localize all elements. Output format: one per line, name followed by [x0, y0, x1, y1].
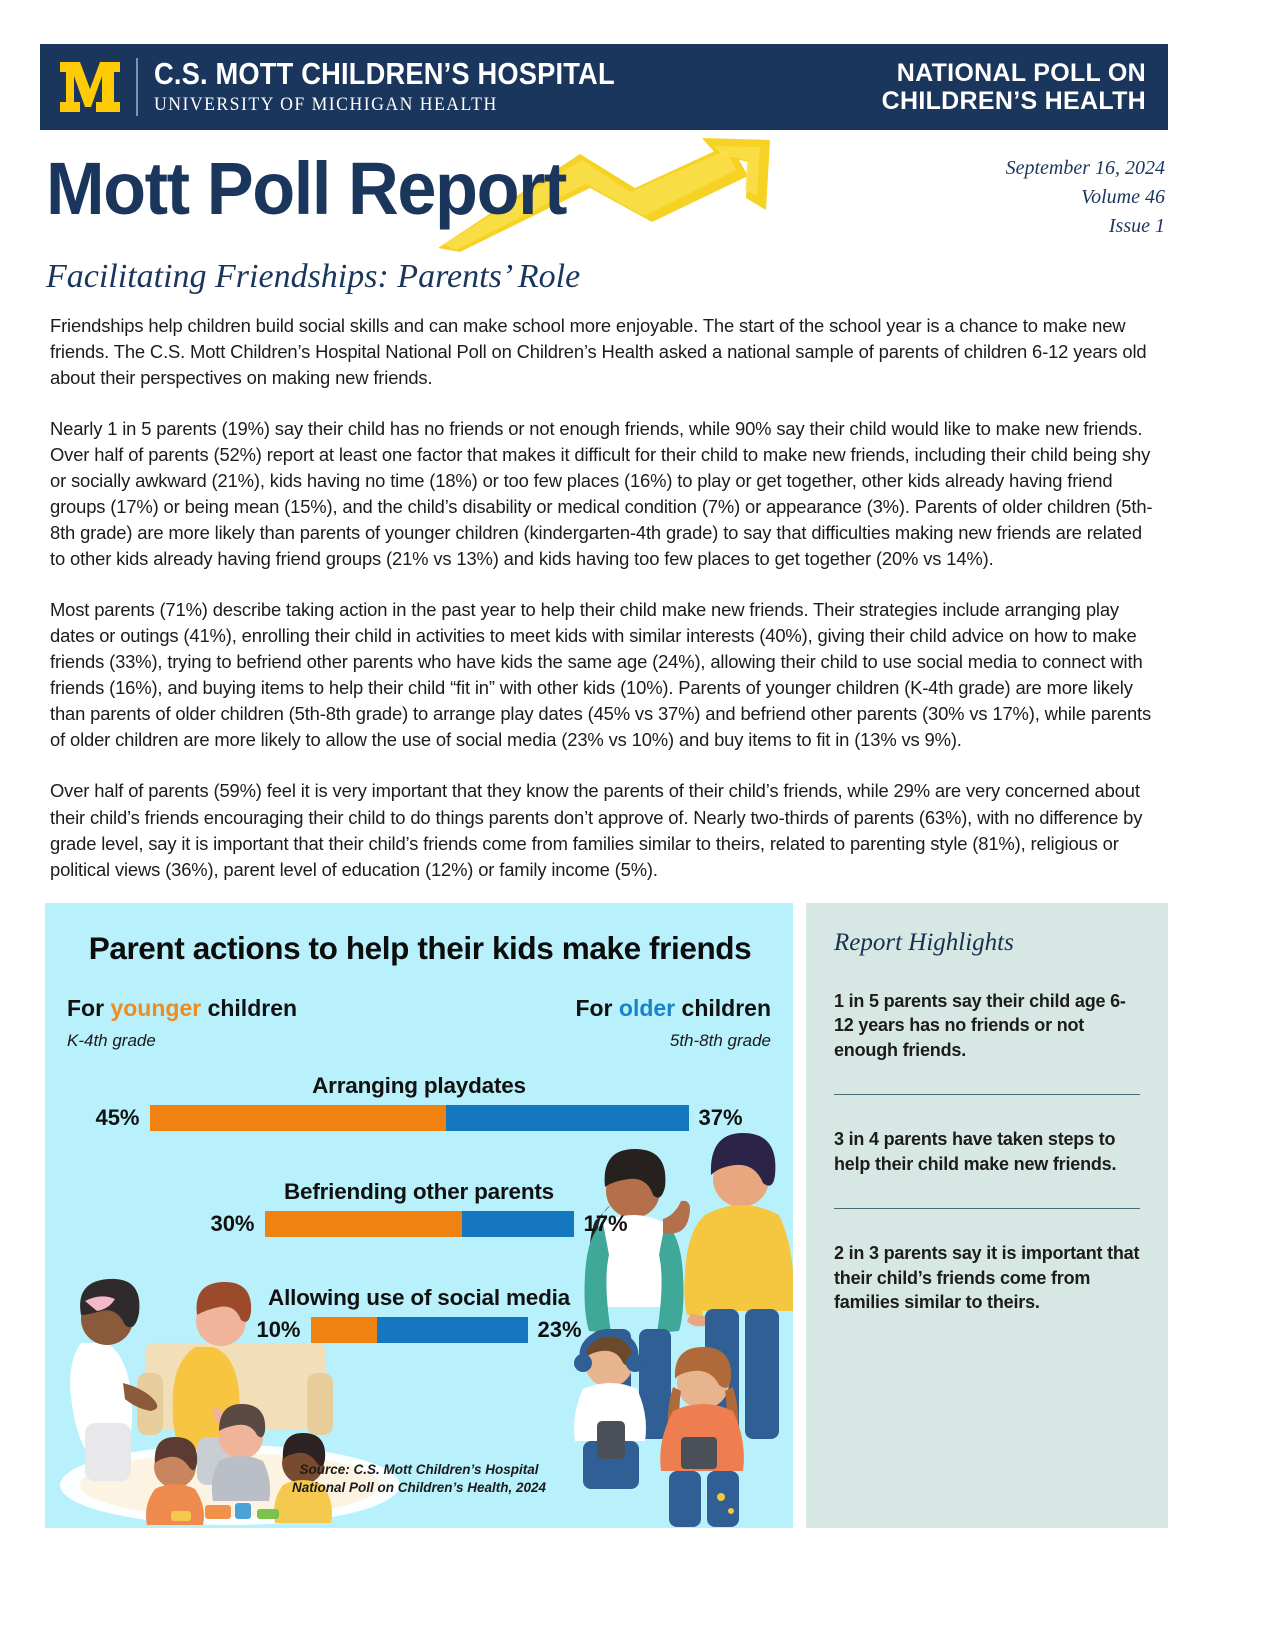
- infographic-title: Parent actions to help their kids make friends: [88, 930, 752, 966]
- bar-group-befriending-other-parents: [45, 1179, 793, 1238]
- bar-category-label: Arranging playdates: [312, 1073, 526, 1098]
- body-paragraph: Nearly 1 in 5 parents (19%) say their child has no friends or not enough friends, while 90% say their child would like to make new friends. Over half of parents (52%) report at least one factor that makes it difficult for their child to make new friends, including their child being shy or socially awkward (21%), kids having no time (18%) or too few places (16%) to play or get together, other kids already having friend groups (17%) or being mean (15%), and the child’s disability or medical condition (7%) or appearance (3%). Parents of older children (5th-8th grade) are more likely than parents of younger children (kindergarten-4th grade) to say that difficulties making new friends are related to other kids already having friend groups (21% vs 13%) and kids having too few places to get together (20% vs 14%).: [50, 418, 1153, 570]
- volume-number: Volume 46: [1081, 186, 1165, 208]
- group-suffix: children: [201, 995, 298, 1021]
- poll-title-line-2: CHILDREN’S HEALTH: [881, 87, 1146, 115]
- younger-grade-range: K-4th grade: [67, 1031, 156, 1050]
- page-title: Mott Poll Report: [46, 147, 567, 230]
- bar-value-older: 23%: [537, 1317, 582, 1342]
- poll-title-line-1: NATIONAL POLL ON: [896, 58, 1146, 87]
- bar-value-older: 17%: [583, 1211, 628, 1236]
- issue-number: Issue 1: [1108, 215, 1165, 237]
- poll-brand-title: [882, 59, 1146, 116]
- bar-row: [45, 1104, 793, 1132]
- bar-category-label: Befriending other parents: [283, 1179, 555, 1204]
- highlight-item: 3 in 4 parents have taken steps to help their child make new friends.: [834, 1129, 1117, 1174]
- brand-header-bar: [40, 44, 1168, 130]
- bar-segment-younger: [311, 1317, 377, 1343]
- group-highlight: younger: [110, 995, 202, 1021]
- bar-value-younger: 10%: [256, 1317, 301, 1342]
- bar-row: [45, 1210, 793, 1238]
- hospital-brand: [154, 58, 678, 116]
- group-prefix: For: [67, 995, 111, 1021]
- highlight-item: 1 in 5 parents say their child age 6-12 years has no friends or not enough friends.: [834, 991, 1126, 1060]
- report-body: [50, 313, 1158, 908]
- infographic-panel: [45, 903, 793, 1528]
- source-attribution: [45, 1461, 793, 1496]
- bar-group-allowing-social-media: [45, 1285, 793, 1344]
- report-highlights-panel: [806, 903, 1168, 1528]
- older-group-label: [575, 995, 771, 1022]
- group-highlight: older: [618, 995, 676, 1021]
- publication-date: September 16, 2024: [1005, 157, 1165, 179]
- bar-segment-older: [446, 1105, 689, 1131]
- group-prefix: For: [575, 995, 619, 1021]
- report-subtitle: Facilitating Friendships: Parents’ Role: [46, 258, 581, 295]
- body-paragraph: Most parents (71%) describe taking action in the past year to help their child make new friends. Their strategies include arranging play dates or outings (41%), enrolling their child in activities to meet kids with similar interests (40%), giving their child advice on how to make friends (33%), trying to befriend other parents who have kids the same age (24%), allowing their child to use social media to connect with friends (16%), and buying items to help their child “fit in” with other kids (10%). Parents of younger children (K-4th grade) are more likely than parents of older children (5th-8th grade) to arrange play dates (45% vs 37%) and befriend other parents (30% vs 17%), while parents of older children are more likely to allow the use of social media (23% vs 10%) and buy items to fit in (13% vs 9%).: [50, 599, 1152, 751]
- highlights-title: Report Highlights: [834, 929, 1014, 956]
- bar-segment-older: [377, 1317, 528, 1343]
- masthead: [0, 138, 1265, 258]
- older-grade-range: 5th-8th grade: [669, 1031, 771, 1050]
- header-divider: [136, 58, 138, 116]
- body-paragraph: Over half of parents (59%) feel it is very important that they know the parents of their child’s friends, while 29% are very concerned about their child’s friends encouraging their child to do things parents don’t approve of. Nearly two-thirds of parents (63%), with no difference by grade level, say it is important that their child’s friends come from families similar to theirs, related to parenting style (81%), religious or political views (36%), parent level of education (12%) or family income (5%).: [50, 780, 1143, 880]
- bar-segment-older: [462, 1211, 574, 1237]
- hospital-name: C.S. MOTT CHILDREN’S HOSPITAL: [154, 56, 615, 92]
- bar-segment-younger: [265, 1211, 462, 1237]
- bar-group-arranging-playdates: [45, 1073, 793, 1132]
- group-suffix: children: [675, 995, 771, 1021]
- issue-info: [1006, 154, 1165, 241]
- block-m-logo: [58, 59, 122, 115]
- highlight-item: 2 in 3 parents say it is important that their child’s friends come from families similar to theirs.: [834, 1243, 1140, 1313]
- bar-value-younger: 45%: [95, 1105, 140, 1130]
- bar-row: [45, 1316, 793, 1344]
- bar-value-younger: 30%: [210, 1211, 255, 1236]
- bar-category-label: Allowing use of social media: [268, 1285, 570, 1310]
- bar-value-older: 37%: [698, 1105, 743, 1130]
- hospital-subtitle: UNIVERSITY OF MICHIGAN HEALTH: [154, 93, 498, 115]
- source-line-2: National Poll on Children’s Health, 2024: [291, 1479, 547, 1495]
- bar-segment-younger: [150, 1105, 446, 1131]
- younger-group-label: [67, 995, 297, 1022]
- source-line-1: Source: C.S. Mott Children’s Hospital: [299, 1462, 539, 1477]
- body-paragraph: Friendships help children build social skills and can make school more enjoyable. The start of the school year is a chance to make new friends. The C.S. Mott Children’s Hospital National Poll on Children’s Health asked a national sample of parents of children 6-12 years old about their perspectives on making new friends.: [50, 315, 1147, 389]
